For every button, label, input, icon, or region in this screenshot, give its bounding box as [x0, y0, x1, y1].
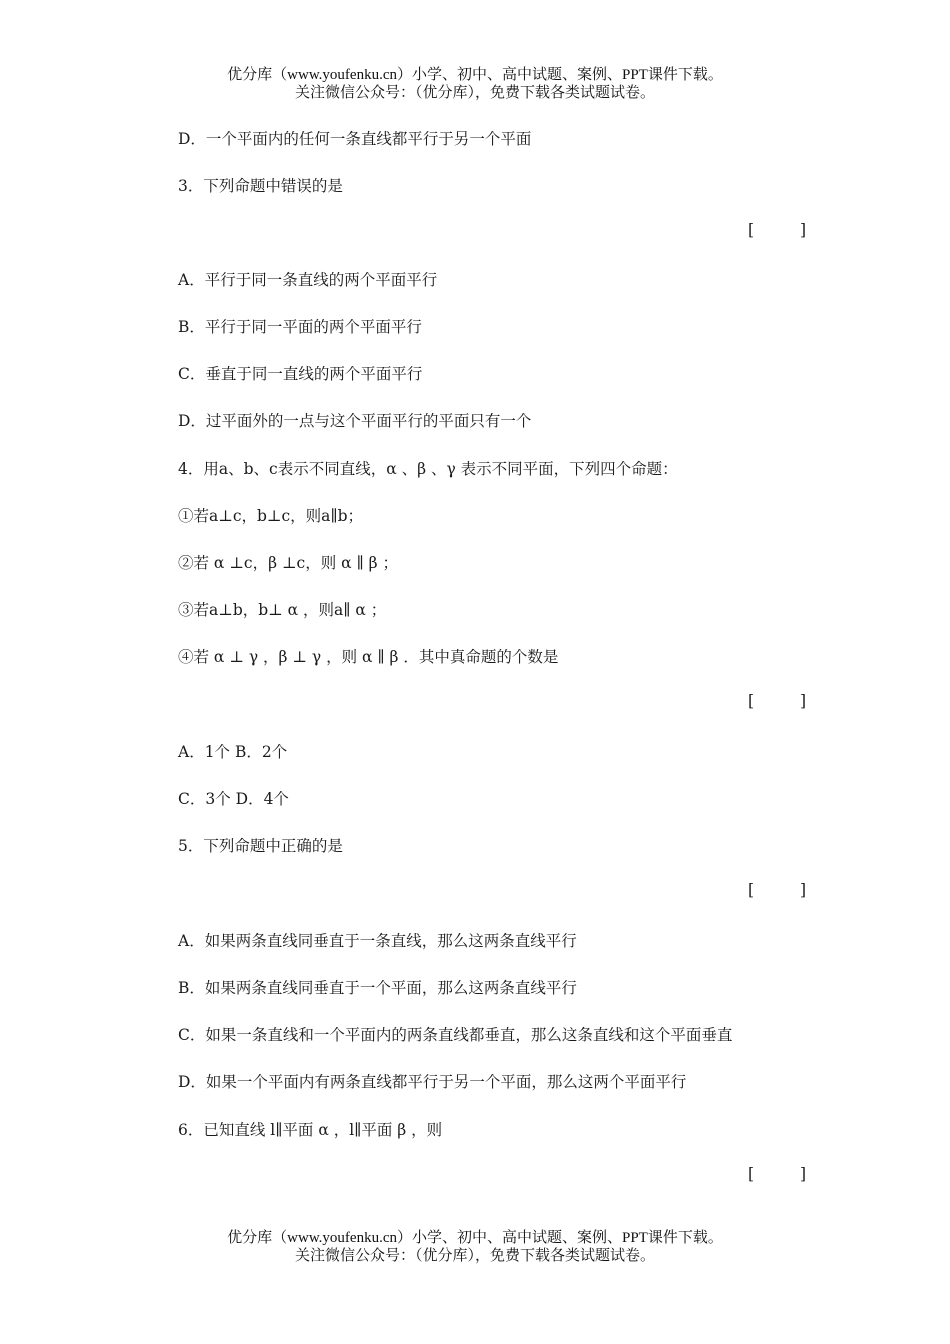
- option-5b: B．如果两条直线同垂直于一个平面，那么这两条直线平行: [178, 979, 577, 997]
- question-4: 4．用a、b、c表示不同直线，α 、β 、γ 表示不同平面，下列四个命题：: [178, 460, 678, 478]
- bracket-close: ]: [799, 692, 806, 710]
- answer-bracket-q4: [748, 692, 806, 710]
- bracket-close: ]: [799, 1165, 806, 1183]
- question-6: 6．已知直线 l∥平面 α ，l∥平面 β ，则: [178, 1121, 443, 1139]
- question-3: 3．下列命题中错误的是: [178, 177, 343, 195]
- option-5a: A．如果两条直线同垂直于一条直线，那么这两条直线平行: [178, 932, 577, 950]
- bracket-open: [: [748, 221, 755, 239]
- page-footer: [0, 1229, 950, 1265]
- bracket-open: [: [748, 692, 755, 710]
- proposition-2: ②若 α ⊥c，β ⊥c，则 α ∥ β ；: [178, 554, 399, 572]
- bracket-open: [: [748, 881, 755, 899]
- option-3a: A．平行于同一条直线的两个平面平行: [178, 271, 438, 289]
- proposition-4: ④若 α ⊥ γ ，β ⊥ γ ，则 α ∥ β ．其中真命题的个数是: [178, 648, 559, 666]
- proposition-1: ①若a⊥c，b⊥c，则a∥b；: [178, 507, 364, 525]
- option-3b: B．平行于同一平面的两个平面平行: [178, 318, 422, 336]
- header-line-1: 优分库（www.youfenku.cn）小学、初中、高中试题、案例、PPT课件下载。: [227, 67, 723, 83]
- option-3d: D．过平面外的一点与这个平面平行的平面只有一个: [178, 412, 532, 430]
- page-header: [0, 66, 950, 102]
- answer-bracket-q5: [748, 881, 806, 899]
- option-4cd: C．3个 D．4个: [178, 790, 289, 808]
- option-3c: C．垂直于同一直线的两个平面平行: [178, 365, 423, 383]
- option-2d: D．一个平面内的任何一条直线都平行于另一个平面: [178, 130, 532, 148]
- option-5c: C．如果一条直线和一个平面内的两条直线都垂直，那么这条直线和这个平面垂直: [178, 1026, 733, 1044]
- bracket-close: ]: [799, 881, 806, 899]
- answer-bracket-q3: [748, 221, 806, 239]
- proposition-3: ③若a⊥b，b⊥ α ，则a∥ α ；: [178, 601, 387, 619]
- footer-line-2: 关注微信公众号：（优分库），免费下载各类试题试卷。: [294, 1248, 655, 1264]
- option-5d: D．如果一个平面内有两条直线都平行于另一个平面，那么这两个平面平行: [178, 1073, 687, 1091]
- bracket-close: ]: [799, 221, 806, 239]
- answer-bracket-q6: [748, 1165, 806, 1183]
- option-4ab: A．1个 B．2个: [178, 743, 288, 761]
- footer-line-1: 优分库（www.youfenku.cn）小学、初中、高中试题、案例、PPT课件下载。: [227, 1230, 723, 1246]
- bracket-open: [: [748, 1165, 755, 1183]
- question-5: 5．下列命题中正确的是: [178, 837, 343, 855]
- header-line-2: 关注微信公众号：（优分库），免费下载各类试题试卷。: [294, 85, 655, 101]
